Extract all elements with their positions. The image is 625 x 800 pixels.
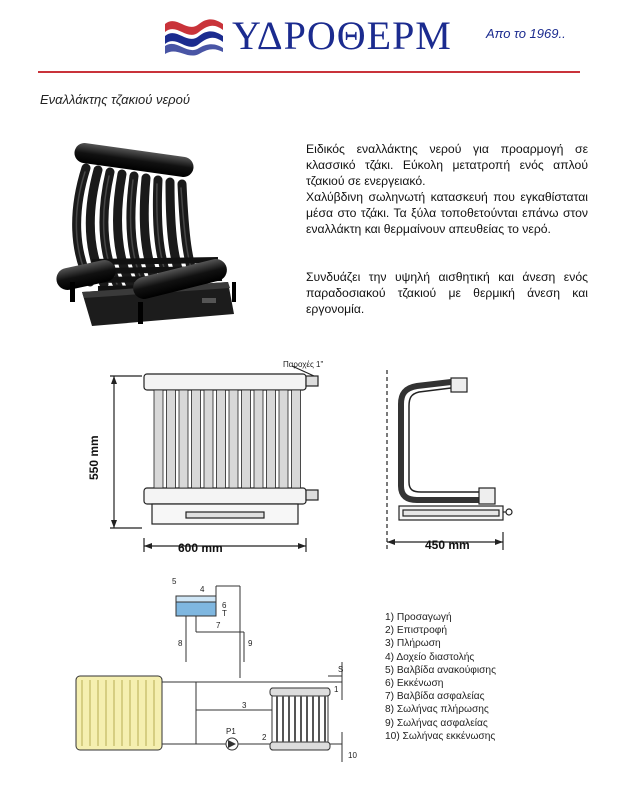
schematic-number: 2 <box>262 733 267 742</box>
legend-item: 3) Πλήρωση <box>385 638 441 650</box>
schematic-number: 6 <box>222 601 227 610</box>
legend-item: 6) Εκκένωση <box>385 678 444 690</box>
description-paragraph: Συνδυάζει την υψηλή αισθητική και άνεση ενός παραδοσιακού τζακιού με θερμική άνεση και εργονομία. <box>306 270 588 316</box>
side-view-drawing <box>383 370 523 560</box>
brand-tagline: Απο το 1969.. <box>486 26 566 41</box>
depth-dimension-label: 450 mm <box>425 538 470 552</box>
description-paragraph: Χαλύβδινη σωληνωτή κατασκευή που εγκαθίσταται μέσα στο τζάκι. Τα ξύλα τοποθετούνται επάνω στον εναλλάκτη και θερμαίνουν απευθείας το νερό. <box>306 190 588 236</box>
schematic-number: 5 <box>172 577 177 586</box>
front-tube <box>167 390 176 488</box>
legend-item: 2) Επιστροφή <box>385 625 448 637</box>
front-tube <box>217 390 226 488</box>
legend-item: 9) Σωλήνας ασφαλείας <box>385 717 488 729</box>
schematic-number: 7 <box>216 621 221 630</box>
legend-item: 5) Βαλβίδα ανακούφισης <box>385 664 496 676</box>
product-title: Εναλλάκτης τζακιού νερού <box>40 92 191 107</box>
schematic-number: S <box>338 665 344 674</box>
schematic-legend <box>385 611 496 743</box>
front-tube <box>229 390 238 488</box>
schematic-number: 10 <box>348 751 357 760</box>
schematic-number: 8 <box>178 639 183 648</box>
front-tube <box>154 390 163 488</box>
front-tube <box>292 390 301 488</box>
front-tube <box>204 390 213 488</box>
legend-item: 8) Σωλήνας πλήρωσης <box>385 704 489 716</box>
front-view-drawing <box>102 352 330 562</box>
front-tube <box>192 390 201 488</box>
front-tube <box>242 390 251 488</box>
installation-schematic <box>66 572 366 772</box>
brand-name: ΥΔΡΟΘΕΡΜ <box>232 13 452 58</box>
front-tube <box>279 390 288 488</box>
front-tube <box>267 390 276 488</box>
outlet-label: Παροχές 1" <box>283 360 324 369</box>
schematic-number: T <box>222 609 227 618</box>
schematic-number: 4 <box>200 585 205 594</box>
legend-item: 10) Σωλήνας εκκένωσης <box>385 730 496 742</box>
schematic-number: 9 <box>248 639 253 648</box>
front-tube <box>179 390 188 488</box>
header-divider <box>38 71 580 73</box>
width-dimension-label: 600 mm <box>178 541 223 555</box>
schematic-number: P1 <box>226 727 236 736</box>
height-dimension-label: 550 mm <box>87 435 101 480</box>
product-photo <box>52 142 244 332</box>
legend-item: 4) Δοχείο διαστολής <box>385 651 475 663</box>
schematic-number: 3 <box>242 701 247 710</box>
schematic-number: 1 <box>334 685 339 694</box>
legend-item: 1) Προσαγωγή <box>385 612 452 623</box>
brand-logo-icon <box>163 14 225 56</box>
legend-item: 7) Βαλβίδα ασφαλείας <box>385 691 485 703</box>
description-paragraph: Ειδικός εναλλάκτης νερού για προαρμογή σε κλασσικό τζάκι. Εύκολη μετατροπή ενός απλού τζακιού σε ενεργειακό. <box>306 142 588 188</box>
front-tube <box>254 390 263 488</box>
